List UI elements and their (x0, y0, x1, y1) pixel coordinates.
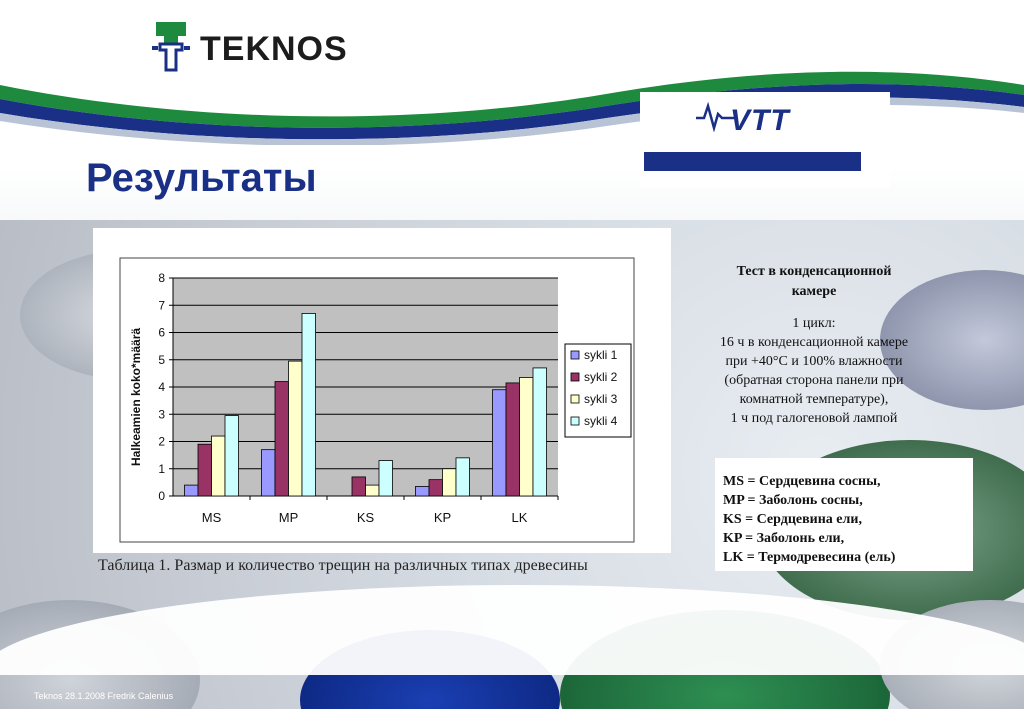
x-tick-label: KS (356, 510, 375, 525)
abbreviation-item: KS = Сердцевина ели, (723, 512, 862, 527)
legend-label: sykli 3 (584, 392, 618, 406)
x-tick-label: MS (201, 510, 222, 525)
test-title-line: Тест в конденсационной (736, 264, 892, 279)
chart-caption: Таблица 1. Размар и количество трещин на различных типах древесины (98, 557, 588, 574)
bar-KS-sykli-4 (379, 461, 393, 496)
legend-label: sykli 2 (584, 370, 618, 384)
bar-MS-sykli-1 (185, 485, 199, 496)
vtt-logo-text: VTT (730, 104, 790, 137)
test-title-line: камере (791, 284, 837, 299)
y-tick-label: 0 (158, 489, 165, 503)
y-tick-label: 2 (158, 434, 165, 449)
legend-swatch (571, 417, 579, 425)
x-tick-label: KP (433, 510, 452, 525)
bar-MP-sykli-3 (289, 361, 303, 496)
vtt-logo (640, 92, 890, 188)
cycle-line: (обратная сторона панели при (724, 373, 904, 388)
bar-KS-sykli-3 (366, 485, 380, 496)
y-tick-label: 1 (158, 461, 165, 476)
vtt-logo-bar (644, 152, 861, 171)
bar-MP-sykli-4 (302, 313, 316, 496)
teknos-logo-text: TEKNOS (200, 29, 348, 68)
test-title (694, 262, 934, 302)
legend-swatch (571, 351, 579, 359)
abbreviation-item: MP = Заболонь сосны, (723, 493, 863, 508)
x-tick-label: LK (511, 510, 528, 525)
chart-panel (93, 228, 671, 553)
bar-LK-sykli-1 (493, 390, 507, 496)
bar-KP-sykli-4 (456, 458, 470, 496)
legend-label: sykli 4 (584, 414, 618, 428)
bar-LK-sykli-4 (533, 368, 547, 496)
x-tick-label: MP (278, 510, 299, 525)
bar-MP-sykli-1 (262, 450, 276, 496)
bar-MS-sykli-2 (198, 444, 212, 496)
y-tick-label: 8 (158, 271, 165, 285)
bar-MS-sykli-4 (225, 416, 239, 496)
cycle-line: 16 ч в конденсационной камере (719, 335, 909, 350)
y-tick-label: 5 (158, 352, 165, 367)
bar-LK-sykli-3 (520, 377, 534, 496)
y-tick-label: 3 (158, 407, 165, 422)
teknos-brush-icon (150, 20, 192, 78)
test-description (694, 262, 934, 428)
bar-KP-sykli-1 (416, 486, 430, 496)
bar-KP-sykli-3 (443, 469, 457, 496)
teknos-logo (150, 20, 348, 78)
bar-KS-sykli-2 (352, 477, 366, 496)
cycle-line: 1 ч под галогеновой лампой (730, 411, 898, 426)
legend-swatch (571, 395, 579, 403)
bar-LK-sykli-2 (506, 383, 520, 496)
legend-label: sykli 1 (584, 348, 618, 362)
abbreviation-item: MS = Сердцевина сосны, (723, 474, 881, 489)
bar-MS-sykli-3 (212, 436, 226, 496)
cycle-description (694, 314, 934, 428)
y-tick-label: 6 (158, 325, 165, 340)
abbreviation-item: LK = Термодревесина (ель) (723, 550, 896, 565)
footer-text: Teknos 28.1.2008 Fredrik Calenius (34, 691, 174, 701)
y-axis-label: Halkeamien koko*määrä (129, 327, 143, 467)
y-tick-label: 7 (158, 298, 165, 313)
abbreviation-item: KP = Заболонь ели, (723, 531, 845, 546)
cycle-line: комнатной температуре), (739, 392, 889, 407)
cycle-line: 1 цикл: (792, 316, 836, 331)
cycle-line: при +40°C и 100% влажности (725, 354, 903, 369)
chart-legend (565, 344, 631, 437)
bar-KP-sykli-2 (429, 480, 443, 496)
abbreviations-list (715, 458, 973, 571)
legend-swatch (571, 373, 579, 381)
y-tick-label: 4 (158, 380, 165, 394)
page-title: Результаты (86, 156, 317, 200)
bar-MP-sykli-2 (275, 382, 289, 496)
bar-chart (93, 228, 671, 553)
